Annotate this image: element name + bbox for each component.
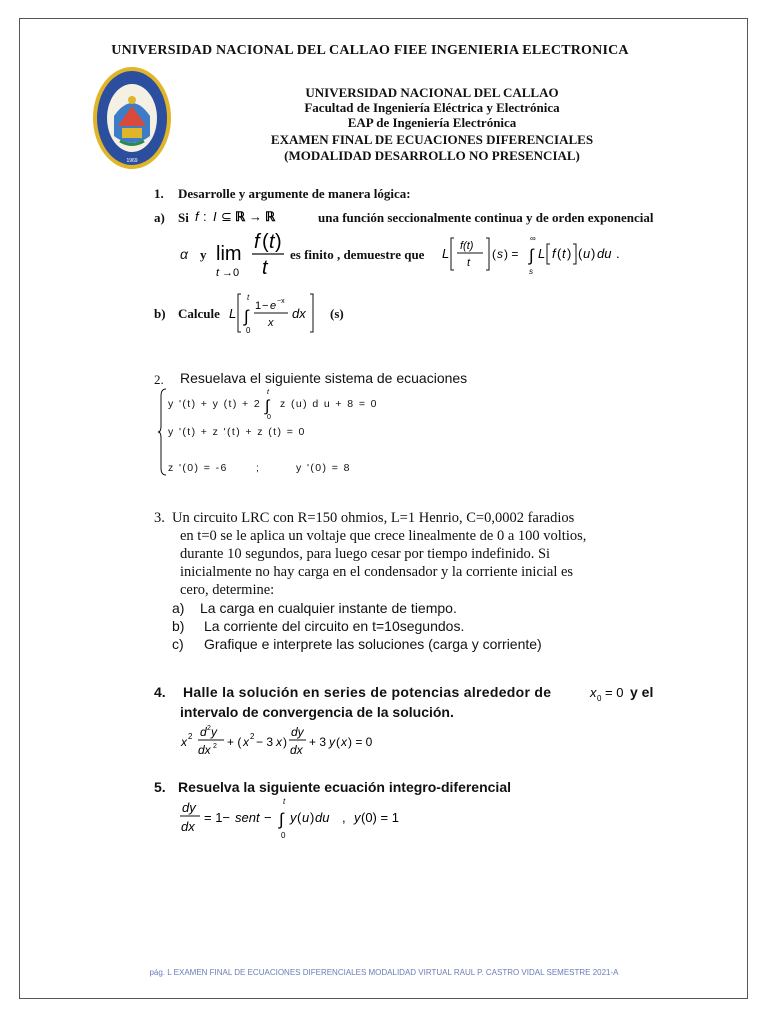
svg-text:⊆: ⊆: [221, 209, 232, 224]
svg-text:0: 0: [267, 414, 271, 420]
svg-text:+ 3: + 3: [309, 735, 327, 749]
q4-ode-formula: [180, 722, 404, 762]
q3-option-b: La corriente del circuito en t=10segundos.: [204, 618, 465, 634]
svg-text:∫: ∫: [244, 307, 249, 326]
svg-text:t: t: [267, 389, 269, 396]
svg-text:∞: ∞: [530, 234, 536, 243]
q3-line5: cero, determine:: [180, 582, 275, 598]
q1-number: 1.: [154, 186, 164, 201]
q5-number: 5.: [154, 779, 166, 795]
q5-integro-differential-formula: [180, 796, 420, 842]
q2-eq1: y '(t) + y (t) + 2: [168, 398, 262, 410]
q3-option-a-label: a): [172, 600, 185, 616]
q4-text-tail: y el: [630, 684, 654, 700]
q1a-label: a): [154, 210, 165, 225]
svg-text:−: −: [262, 300, 269, 312]
q1b-label: b): [154, 306, 166, 321]
svg-text:(: (: [336, 735, 340, 749]
svg-text:d: d: [200, 725, 207, 739]
svg-text:e: e: [270, 300, 277, 312]
q1-heading: Desarrolle y argumente de manera lógica:: [178, 186, 411, 201]
q1b-integral-formula: [228, 290, 332, 336]
q2-eq1-integral: [264, 386, 278, 420]
svg-text:dy: dy: [291, 725, 304, 739]
svg-text:= 0: = 0: [605, 685, 624, 700]
top-header-title: UNIVERSIDAD NACIONAL DEL CALLAO FIEE INGENIERIA ELECTRONICA: [111, 43, 629, 58]
svg-text:(: (: [262, 231, 269, 253]
q1a-text: una función seccionalmente continua y de orden exponencial: [318, 210, 654, 225]
q2-system-brace: [157, 388, 167, 476]
svg-text:(0) = 1: (0) = 1: [361, 810, 399, 825]
svg-text:) =: ) =: [504, 247, 519, 261]
svg-text:+ (: + (: [227, 735, 242, 749]
svg-text:dx: dx: [181, 819, 195, 834]
svg-text:s: s: [497, 247, 503, 261]
q3-option-c: Grafique e interprete las soluciones (carga y corriente): [204, 636, 542, 652]
svg-text:= 1−: = 1−: [204, 810, 231, 825]
q1a-laplace-formula: [440, 232, 636, 278]
svg-text:(: (: [557, 246, 562, 261]
svg-text:t: t: [269, 231, 275, 253]
svg-text:1: 1: [255, 300, 262, 312]
exam-title: EXAMEN FINAL DE ECUACIONES DIFERENCIALES: [270, 132, 594, 147]
svg-text::: :: [203, 209, 207, 224]
svg-text:s: s: [529, 267, 533, 276]
exam-modality: (MODALIDAD DESARROLLO NO PRESENCIAL): [284, 148, 580, 163]
q5-text: Resuelva la siguiente ecuación integro-diferencial: [178, 779, 511, 795]
svg-text:0: 0: [597, 694, 602, 703]
svg-text:(: (: [578, 246, 583, 261]
svg-text:(: (: [297, 810, 302, 825]
q1a-limit-formula: [214, 226, 286, 280]
q1a-si: Si: [178, 210, 189, 225]
svg-text:∫: ∫: [529, 246, 534, 265]
svg-text:): ): [283, 735, 287, 749]
q4-x0-formula: [588, 682, 630, 704]
svg-text:1969: 1969: [126, 158, 138, 164]
svg-text:x: x: [276, 735, 282, 749]
svg-text:→0: →0: [222, 267, 240, 279]
svg-text:ℝ: ℝ: [235, 209, 246, 224]
svg-text:(: (: [492, 247, 496, 261]
svg-text:f: f: [254, 231, 260, 253]
svg-text:): ): [567, 246, 572, 261]
svg-text:x: x: [243, 735, 249, 749]
q1b-text: Calcule: [178, 306, 220, 321]
svg-text:x: x: [590, 685, 597, 700]
q4-text: Halle la solución en series de potencias alrededor de: [183, 684, 552, 700]
q2-eq2: y '(t) + z '(t) + z (t) = 0: [168, 426, 306, 438]
q1b-s: (s): [330, 306, 344, 321]
school-name: EAP de Ingeniería Electrónica: [347, 115, 517, 130]
svg-text:dx: dx: [292, 306, 306, 321]
q1a-y: y: [200, 247, 207, 262]
q2-cond2: y '(0) = 8: [296, 462, 351, 474]
svg-text:y: y: [329, 735, 335, 749]
svg-text:dx: dx: [290, 743, 303, 757]
svg-text:): ): [591, 246, 596, 261]
q3-option-a: La carga en cualquier instante de tiempo.: [200, 600, 457, 616]
svg-text:−: −: [264, 810, 272, 825]
svg-text:L: L: [442, 246, 450, 261]
svg-text:∫: ∫: [279, 810, 284, 829]
svg-text:dx: dx: [198, 743, 211, 757]
faculty-name: Facultad de Ingeniería Eléctrica y Electrónica: [304, 100, 560, 115]
q3-line3: durante 10 segundos, para luego cesar por tiempo indefinido. Si: [180, 546, 551, 562]
q4-text-line2: intervalo de convergencia de la solución.: [180, 704, 454, 720]
svg-text:2: 2: [213, 743, 217, 750]
q2-number: 2.: [154, 372, 164, 387]
q2-cond1: z '(0) = -6: [168, 462, 228, 474]
university-seal-logo: [92, 66, 172, 170]
q1a-domain-formula: [193, 206, 317, 228]
svg-text:): ): [310, 810, 315, 825]
svg-text:t: t: [467, 257, 471, 269]
svg-text:t: t: [262, 257, 268, 279]
svg-text:x: x: [341, 735, 347, 749]
svg-text:u: u: [583, 246, 591, 261]
q4-number: 4.: [154, 684, 166, 700]
svg-text:du: du: [597, 246, 612, 261]
svg-text:sent: sent: [235, 810, 260, 825]
svg-text:f: f: [552, 246, 556, 261]
svg-text:f: f: [195, 209, 199, 224]
svg-text:L: L: [538, 246, 546, 261]
page-footer: pág. L EXAMEN FINAL DE ECUACIONES DIFERENCIALES MODALIDAD VIRTUAL RAUL P. CASTRO VIDAL SEMESTRE 2021-A: [149, 968, 619, 977]
svg-text:L: L: [229, 306, 237, 321]
svg-text:0: 0: [281, 831, 286, 840]
q2-eq1-tail: z (u) d u + 8 = 0: [280, 398, 378, 410]
q3-line4: inicialmente no hay carga en el condensador y la corriente inicial es: [180, 564, 574, 580]
q3-option-c-label: c): [172, 636, 184, 652]
svg-text:−x: −x: [277, 298, 285, 305]
svg-text:− 3: − 3: [256, 735, 274, 749]
svg-text:) = 0: ) = 0: [348, 735, 373, 749]
svg-text:y: y: [211, 725, 217, 739]
svg-text:t: t: [283, 797, 286, 806]
svg-text:,: ,: [342, 810, 346, 825]
svg-text:.: .: [616, 246, 620, 261]
svg-text:t: t: [216, 267, 220, 279]
svg-text:u: u: [302, 810, 310, 825]
q3-option-b-label: b): [172, 618, 185, 634]
q1a-finite-text: es finito , demuestre que: [290, 247, 425, 262]
svg-text:∫: ∫: [265, 398, 270, 415]
q2-cond-sep: ;: [256, 462, 261, 474]
svg-text:y: y: [354, 810, 361, 825]
svg-text:2: 2: [250, 732, 255, 741]
svg-text:f(t): f(t): [460, 240, 474, 252]
svg-text:ℝ: ℝ: [265, 209, 276, 224]
svg-text:): ): [275, 231, 282, 253]
svg-text:lim: lim: [216, 243, 242, 265]
q2-text: Resuelava el siguiente sistema de ecuaciones: [180, 370, 468, 386]
svg-text:x: x: [181, 735, 187, 749]
svg-text:2: 2: [207, 725, 211, 732]
svg-text:I: I: [213, 209, 217, 224]
q3-number: 3.: [154, 510, 165, 526]
svg-text:x: x: [268, 317, 274, 329]
svg-text:0: 0: [246, 326, 251, 335]
svg-text:y: y: [290, 810, 297, 825]
institution-name: UNIVERSIDAD NACIONAL DEL CALLAO: [305, 85, 559, 100]
svg-text:t: t: [562, 246, 566, 261]
svg-text:dy: dy: [182, 800, 196, 815]
q3-line1: Un circuito LRC con R=150 ohmios, L=1 Henrio, C=0,0002 faradios: [172, 510, 575, 526]
svg-text:2: 2: [188, 732, 193, 741]
q3-line2: en t=0 se le aplica un voltaje que crece linealmente de 0 a 100 voltios,: [180, 528, 587, 544]
svg-text:t: t: [247, 293, 250, 302]
svg-text:du: du: [315, 810, 330, 825]
svg-text:→: →: [249, 209, 262, 224]
q1a-alpha: α: [180, 246, 188, 262]
